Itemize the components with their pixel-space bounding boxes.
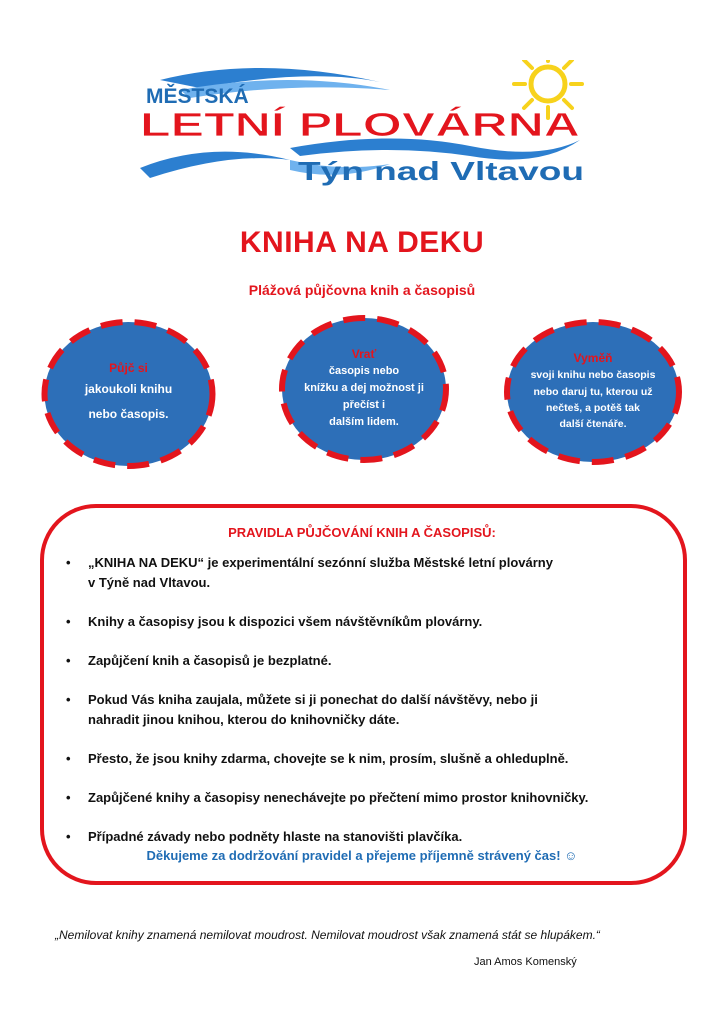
circle-swap — [503, 318, 683, 466]
logo-line3: Týn nad Vltavou — [298, 156, 584, 186]
logo — [140, 60, 590, 190]
circle-return-line: dalším lidem. — [329, 416, 399, 429]
quote: „Nemilovat knihy znamená nemilovat moudrost. Nemilovat moudrost však znamená stát se hlupákem.“ — [55, 928, 600, 942]
circle-borrow-line: jakoukoli knihu — [84, 381, 173, 396]
logo-line1: MĚSTSKÁ — [146, 85, 249, 108]
list-item — [66, 651, 698, 671]
bullet-icon: • — [66, 555, 71, 570]
bullet-icon: • — [66, 751, 71, 766]
thanks-message: Děkujeme za dodržování pravidel a přejeme příjemně strávený čas! ☺ — [146, 848, 578, 863]
circle-swap-line: svoji knihu nebo časopis — [530, 369, 656, 382]
page-title: KNIHA NA DEKU — [239, 226, 485, 259]
rule-line: Případné závady nebo podněty hlaste na stanovišti plavčíka. — [88, 829, 463, 844]
rules-title: PRAVIDLA PŮJČOVÁNÍ KNIH A ČASOPISŮ: — [228, 525, 496, 540]
rule-line: Zapůjčené knihy a časopisy nenechávejte po přečtení mimo prostor knihovničky. — [88, 790, 589, 805]
circle-return-heading: Vrať — [351, 346, 377, 361]
bullet-icon: • — [66, 614, 71, 629]
page-subtitle: Plážová půjčovna knih a časopisů — [248, 282, 476, 298]
list-item — [66, 553, 698, 593]
list-item — [66, 827, 698, 847]
list-item — [66, 612, 698, 632]
wave-bottom-icon — [140, 152, 290, 178]
list-item — [66, 788, 698, 808]
logo-line2: LETNÍ PLOVÁRNA — [140, 106, 580, 143]
bullet-icon: • — [66, 692, 71, 707]
rule-line: nahradit jinou knihou, kterou do knihovničky dáte. — [88, 712, 400, 727]
circle-swap-line: nebo daruj tu, kterou už — [533, 385, 653, 398]
circle-swap-line: nečteš, a potěš tak — [546, 402, 640, 414]
rule-line: Zapůjčení knih a časopisů je bezplatné. — [88, 653, 332, 668]
bullet-icon: • — [66, 653, 71, 668]
circle-return-line: časopis nebo — [328, 364, 400, 377]
rule-line: Přesto, že jsou knihy zdarma, chovejte se k nim, prosím, slušně a ohleduplně. — [88, 751, 569, 766]
list-item — [66, 690, 698, 730]
bullet-icon: • — [66, 790, 71, 805]
rules-list — [66, 553, 698, 866]
circle-borrow — [41, 318, 216, 470]
rule-line: v Týně nad Vltavou. — [88, 575, 211, 590]
list-item — [66, 749, 698, 769]
rule-line: Pokud Vás kniha zaujala, můžete si ji ponechat do další návštěvy, nebo ji — [88, 692, 538, 707]
logo-graphic — [140, 60, 590, 190]
circle-swap-heading: Vyměň — [573, 351, 613, 366]
circle-borrow-line: nebo časopis. — [88, 407, 169, 421]
quote-author: Jan Amos Komenský — [474, 956, 577, 968]
circle-borrow-heading: Půjč si — [109, 360, 148, 375]
circle-swap-line: další čtenáře. — [559, 418, 627, 431]
circle-return-line: knížku a dej možnost ji — [304, 381, 424, 394]
circle-return-line: přečíst i — [342, 399, 386, 411]
rule-line: „KNIHA NA DEKU“ je experimentální sezónní služba Městské letní plovárny — [88, 555, 553, 570]
circle-return — [278, 314, 450, 464]
bullet-icon: • — [66, 829, 71, 844]
rule-line: Knihy a časopisy jsou k dispozici všem návštěvníkům plovárny. — [88, 614, 483, 629]
